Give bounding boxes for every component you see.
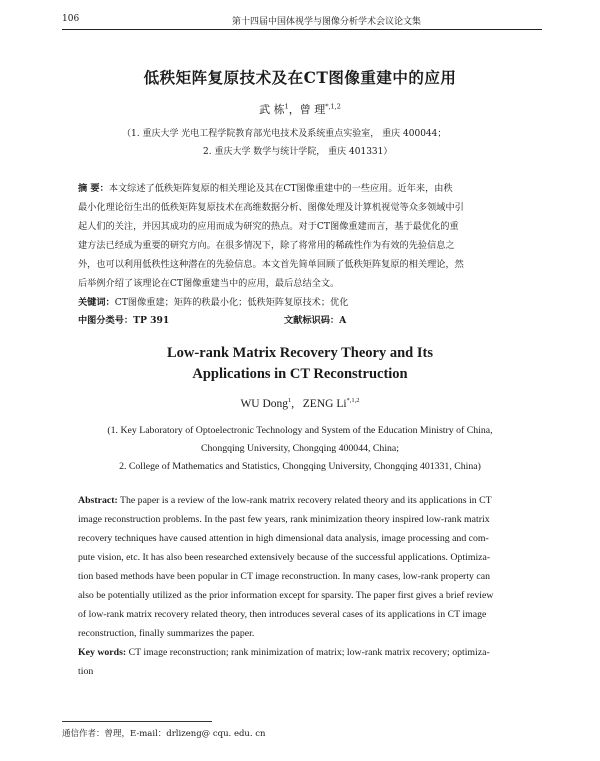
footnote-rule: [62, 721, 212, 722]
en-abstract-line: image reconstruction problems. In the past few years, rank minimization theory inspired low-rank matrix: [78, 514, 490, 525]
en-affiliation-1-cont: Chongqing University, Chongqing 400044, China;: [200, 443, 400, 454]
cn-clc-label: 中图分类号：: [78, 315, 134, 326]
cn-doc-label: 文献标识码：: [284, 315, 340, 326]
cn-author-2: 曾 理: [299, 103, 326, 116]
en-abstract-line: recovery techniques have caused attention in high dimensional data analysis, image processing and com-: [78, 533, 489, 544]
en-author-sep: ,: [291, 397, 303, 410]
cn-doc-code: [284, 312, 346, 326]
cn-abstract-label: 摘 要：: [78, 183, 109, 194]
running-header: 第十四届中国体视学与图像分析学术会议论文集: [232, 17, 422, 27]
cn-abstract-line: 最小化理论衍生出的低秩矩阵复原技术在高维数据分析、图像处理及计算机视觉等众多领域中引: [78, 202, 464, 213]
page-number: 106: [62, 14, 80, 24]
cn-keywords: 关键词：CT图像重建；矩阵的秩最小化；低秩矩阵复原技术；优化: [78, 297, 349, 308]
cn-author-2-sup: *,1,2: [325, 102, 341, 111]
cn-abstract-line: 建方法已经成为重要的研究方向。在很多情况下，除了将常用的稀疏性作为有效的先验信息之: [78, 240, 455, 251]
en-abstract-line: reconstruction, finally summarizes the paper.: [78, 628, 255, 639]
cn-authors: [0, 101, 600, 117]
cn-author-1: 武 栋: [259, 103, 285, 116]
en-title-line-2: Applications in CT Reconstruction: [192, 366, 408, 382]
footnote: 通信作者：曾理，E-mail：drlizeng@ cqu. edu. cn: [62, 729, 266, 739]
en-keywords-cont: tion: [78, 666, 94, 677]
cn-abstract-line: 外，也可以利用低秩性这种潜在的先验信息。本文首先简单回顾了低秩矩阵复原的相关理论，然: [78, 259, 464, 270]
cn-abstract-line: 后举例介绍了该理论在CT图像重建当中的应用，最后总结全文。: [78, 278, 340, 289]
cn-affiliation-1: （1. 重庆大学 光电工程学院教育部光电技术及系统重点实验室， 重庆 400044；: [122, 129, 447, 139]
en-author-1: WU Dong: [240, 397, 289, 410]
cn-author-sep: ，: [288, 103, 300, 116]
header-rule: [62, 29, 542, 30]
cn-abstract-line: 起人们的关注，并因其成功的应用而成为研究的热点。对于CT图像重建而言，基于最优化的重: [78, 221, 459, 232]
cn-author-1-sup: 1: [284, 102, 289, 111]
cn-affiliation-2: 2. 重庆大学 数学与统计学院， 重庆 401331）: [203, 147, 393, 157]
en-author-2-sup: *,1,2: [346, 397, 360, 404]
cn-keywords-label: 关键词：: [78, 297, 115, 308]
en-abstract-line: also be potentially utilized as the prior information except for sparsity. The paper first gives a brief review: [78, 590, 494, 601]
en-author-1-sup: 1: [288, 397, 292, 404]
cn-abstract-line: 摘 要：本文综述了低秩矩阵复原的相关理论及其在CT图像重建中的一些应用。近年来，由秩: [78, 183, 453, 194]
en-abstract-line: pute vision, etc. It has also been researched extensively because of the successful applications. Optimiza-: [78, 552, 491, 563]
en-keywords: Key words: CT image reconstruction; rank minimization of matrix; low-rank matrix recovery; optimiza-: [78, 647, 490, 658]
en-authors: [0, 397, 600, 410]
en-abstract-line: Abstract: The paper is a review of the low-rank matrix recovery related theory and its applications in CT: [78, 495, 492, 506]
en-title-line-1: Low-rank Matrix Recovery Theory and Its: [167, 345, 433, 361]
en-abstract-label: Abstract:: [78, 495, 118, 506]
en-keywords-label: Key words:: [78, 647, 127, 658]
en-abstract-line: tion based methods have been popular in CT image reconstruction. In many cases, low-rank property can: [78, 571, 490, 582]
en-author-2: ZENG Li: [302, 397, 347, 410]
cn-classification: [78, 312, 169, 326]
en-affiliation-2: 2. College of Mathematics and Statistics, Chongqing University, Chongqing 401331, China): [119, 461, 481, 472]
cn-doc-value: A: [339, 315, 347, 326]
cn-clc-value: TP 391: [133, 315, 170, 326]
en-abstract-line: of low-rank matrix recovery related theory, then introduces several cases of its applications in CT image: [78, 609, 487, 620]
en-affiliation-1: (1. Key Laboratory of Optoelectronic Technology and System of the Education Ministry of China,: [107, 425, 493, 436]
cn-title: 低秩矩阵复原技术及在CT图像重建中的应用: [143, 68, 457, 87]
